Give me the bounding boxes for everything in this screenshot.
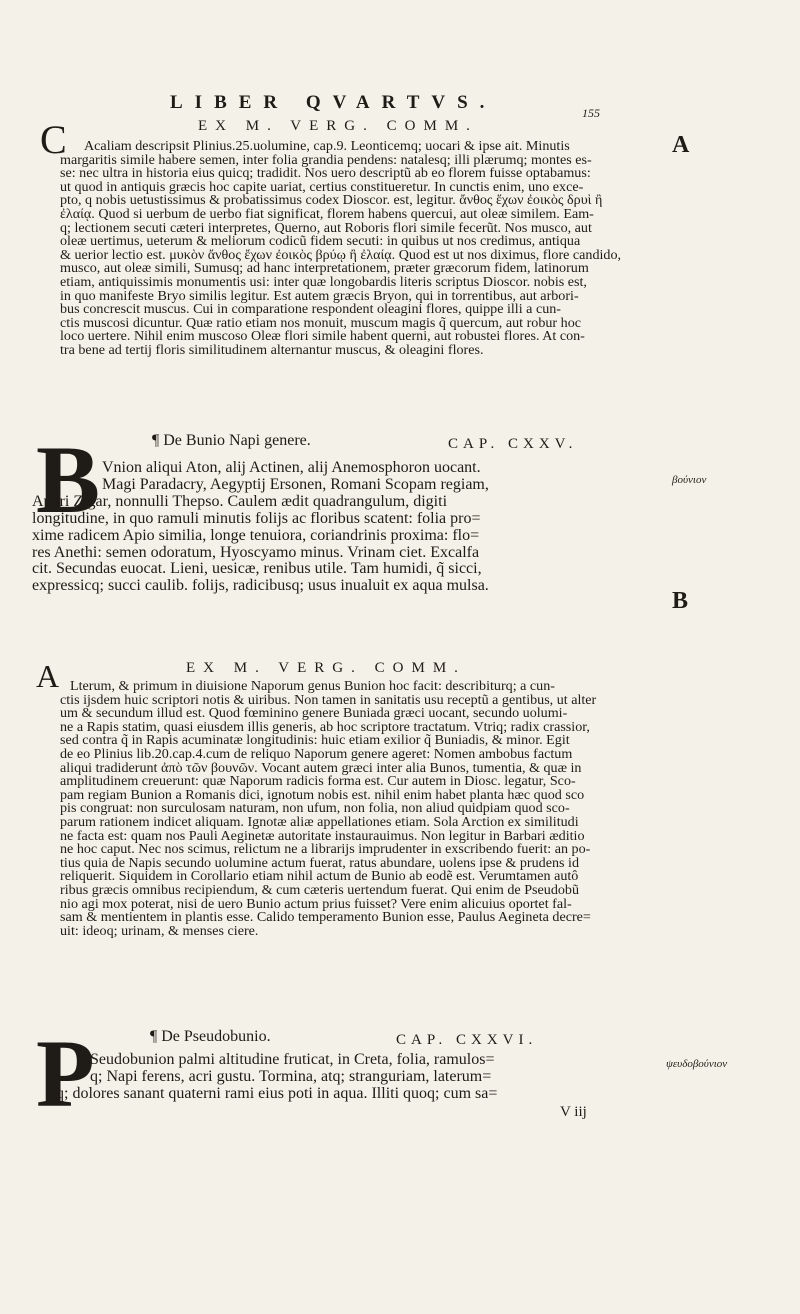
text-line: sed contra q̃ in Rapis acuminatæ longitudinis: huic etiam exilior q̃ Buniadis, & minor. Egit <box>60 732 570 749</box>
text-line: ribus græcis omnibus recipiendum, & cum cæteris uertendum fuerat. Qui enim de Pseudobũ <box>60 881 580 898</box>
chapter-title-bunio: ¶ De Bunio Napi genere. <box>152 432 311 449</box>
text-line: tius quia de Napis secundo uolumine actum fuerat, ratus abundare, uolens ipse & prudens id <box>60 854 579 871</box>
margin-letter-b: B <box>672 588 689 614</box>
commentary-heading-2: EX M. VERG. COMM. <box>186 660 466 676</box>
text-line: nio agi mox poterat, nisi de uero Bunio actum prius fuisset? Vere enim alicuius oportet fal- <box>60 895 572 912</box>
chapter-number-125: CAP. CXXV. <box>448 436 578 452</box>
commentary-heading-1: EX M. VERG. COMM. <box>198 118 478 134</box>
text-line: longitudine, in quo ramuli minutis folijs ac floribus scatent: folia pro= <box>32 509 481 527</box>
margin-letter-a: A <box>672 132 690 158</box>
text-line: sam & mentientem in plantis esse. Calido temperamento Bunion esse, Paulus Aegineta decre= <box>60 909 591 926</box>
chapter-number-126: CAP. CXXVI. <box>396 1032 538 1048</box>
signature-mark: V iij <box>560 1104 587 1120</box>
text-line: se: nec ultra in historia eius quicq; tradidit. Nos uero descriptũ ab eo florem fuisse optabamus: <box>60 165 591 182</box>
text-line: q; dolores sanant quaterni rami eius poti in aqua. Illiti quoq; cum sa= <box>56 1084 498 1102</box>
commentary-text-2 <box>60 680 675 938</box>
drop-cap-p: P <box>36 1020 95 1127</box>
text-line: Aphri Zigar, nonnulli Thepso. Caulem ædit quadrangulum, digiti <box>32 492 448 510</box>
chapter-title-text: De Bunio Napi genere. <box>163 432 311 449</box>
text-line: pto, q nobis uetustissimus & probatissimus codex Dioscor. est, legitur. ἄνθος ἔχων ἐοικὸς δρυὶ ἢ <box>60 192 603 209</box>
text-line: q; lectionem secuti cæteri interpretes, Querno, aut Roboris flori simile fecerũt. Nos musco, aut <box>60 219 592 236</box>
text-line: aliqui tradiderunt ἀπὸ τῶν βουνῶν. Vocant autem græci inter alia Bunos, tumentia, & quæ in <box>60 759 582 776</box>
text-line: Acaliam descripsit Plinius.25.uolumine, cap.9. Leonticemq; uocari & ipse ait. Minutis <box>84 138 570 154</box>
margin-greek-bunion: βούνιον <box>672 474 707 486</box>
text-line: Lterum, & primum in diuisione Naporum genus Bunion hoc facit: describiturq; a cun- <box>70 678 555 694</box>
initial-c: C <box>40 117 67 162</box>
text-line: ne facta est: quam nos Pauli Aeginetæ autoritate instaurauimus. Non legitur in Barbari æditio <box>60 827 585 844</box>
text-line: ne a Rapis statim, quasi eiusdem illis generis, ab hoc scriptore tractatum. Vtriq; radix crassior, <box>60 718 590 735</box>
text-line: de eo Plinius lib.20.cap.4.cum de reliquo Naporum genere ageret: Nomen ambobus factum <box>60 745 573 762</box>
text-line: bus concrescit muscus. Cui in comparatione respondent oleagini flores, quippe illi a cun- <box>60 301 561 318</box>
chapter-title-text: De Pseudobunio. <box>161 1028 271 1045</box>
text-line: um & secundum illud est. Quod fœminino genere Buniada græci uocant, secundo uolumi- <box>60 705 568 722</box>
bunio-text <box>32 460 662 595</box>
text-line: & uerior lectio est. μυκὸν ἄνθος ἔχων ἐοικὸς βρύῳ ἢ ἐλαίᾳ. Quod est ut nos diximus, flore candido, <box>60 246 622 263</box>
text-line: q; Napi ferens, acri gustu. Tormina, atq; stranguriam, laterum= <box>90 1067 492 1085</box>
text-line: pis congruat: non surculosam naturam, non ufum, non folia, non aliud quidpiam quod sco- <box>60 800 570 817</box>
text-line: xime radicem Apio similia, longe tenuiora, coriandrinis proxima: flo= <box>32 526 480 544</box>
text-line: ut quod in antiquis græcis hoc capite uariat, certius constitueretur. In cunctis enim, uno exce- <box>60 178 584 195</box>
text-line: oleæ uertimus, ueterum & meliorum codicũ fidem secuti: in quibus ut nos credimus, antiqua <box>60 233 581 250</box>
text-line: uit: ideoq; urinam, & menses ciere. <box>60 922 259 939</box>
text-line: margaritis simile habere semen, inter folia grandia pendens: natalesq; illi plærumq; montes es- <box>60 151 592 168</box>
text-line: pam regiam Bunion a Romanis dici, ignotum nobis est. nihil enim habet planta hæc quod sco <box>60 786 585 803</box>
chapter-title-pseudobunio: ¶ De Pseudobunio. <box>150 1028 271 1045</box>
initial-a: A <box>36 658 60 694</box>
text-line: in quo manifeste Bryo similis legitur. Est autem græcis Bryon, qui in torrentibus, aut arbori- <box>60 287 579 304</box>
text-line: reliquerit. Siquidem in Corollario etiam nihil actum de Bunio ab eodẽ est. Verumtamen autô <box>60 868 579 885</box>
text-line: ctis ijsdem huic scriptori notis & uiribus. Non tamen in sanitatis usu receptũ a gentibus, ut alter <box>60 691 597 708</box>
text-line: loco uertere. Nihil enim muscoso Oleæ flori simile habent querni, aut robustei flores. At con- <box>60 328 585 345</box>
text-line: expressicq; succi caulib. folijs, radicibusq; usus inualuit ex aqua mulsa. <box>32 577 489 595</box>
folio-number: 155 <box>582 106 600 120</box>
drop-cap-b: B <box>36 426 101 533</box>
text-line: cit. Secundas euocat. Lieni, uesicæ, renibus utile. Tam humidi, q̃ sicci, <box>32 560 482 578</box>
margin-greek-pseudobunion: ψευδοβούνιον <box>666 1058 728 1070</box>
text-line: tra bene ad tertij floris similitudinem alternantur muscus, & oleagini flores. <box>60 341 484 358</box>
text-line: Vnion aliqui Aton, alij Actinen, alij Anemosphoron uocant. <box>102 459 481 476</box>
text-line: Magi Paradacry, Aegyptij Ersonen, Romani Scopam regiam, <box>102 475 489 493</box>
commentary-text-1 <box>60 140 670 358</box>
pseudobunio-text <box>32 1052 662 1103</box>
text-line: ἐλαίᾳ. Quod si uerbum de uerbo fiat significat, florem habens quercui, aut oleæ similem. Eam- <box>60 205 594 222</box>
text-line: ne hoc caput. Nec nos scimus, relictum ne a librarijs imprudenter in exscribendo fuerit: an po- <box>60 841 591 858</box>
text-line: etiam, antiquissimis monumentis usi: inter quæ longobardis literis scriptus Dioscor. nobis est, <box>60 273 587 290</box>
text-line: parum rationem indicet aliquam. Ignotæ aliæ appellationes etiam. Sola Arction ex similitudi <box>60 813 579 830</box>
running-title: LIBER QVARTVS. <box>170 92 497 113</box>
text-line: Seudobunion palmi altitudine fruticat, in Creta, folia, ramulos= <box>90 1051 495 1068</box>
text-line: ctis muscosi dicuntur. Quæ ratio etiam nos monuit, muscum magis q̃ quercum, aut robur hoc <box>60 314 582 331</box>
text-line: musco, aut oleæ simili, Sumusq; ad hanc interpretationem, præter græcorum fidem, latinorum <box>60 260 589 277</box>
text-line: res Anethi: semen odoratum, Hyoscyamo minus. Vrinam ciet. Excalfa <box>32 543 480 561</box>
text-line: amplitudinem creuerunt: quæ Naporum radicis forma est. Cur autem in Diosc. legatur, Sco- <box>60 773 576 790</box>
